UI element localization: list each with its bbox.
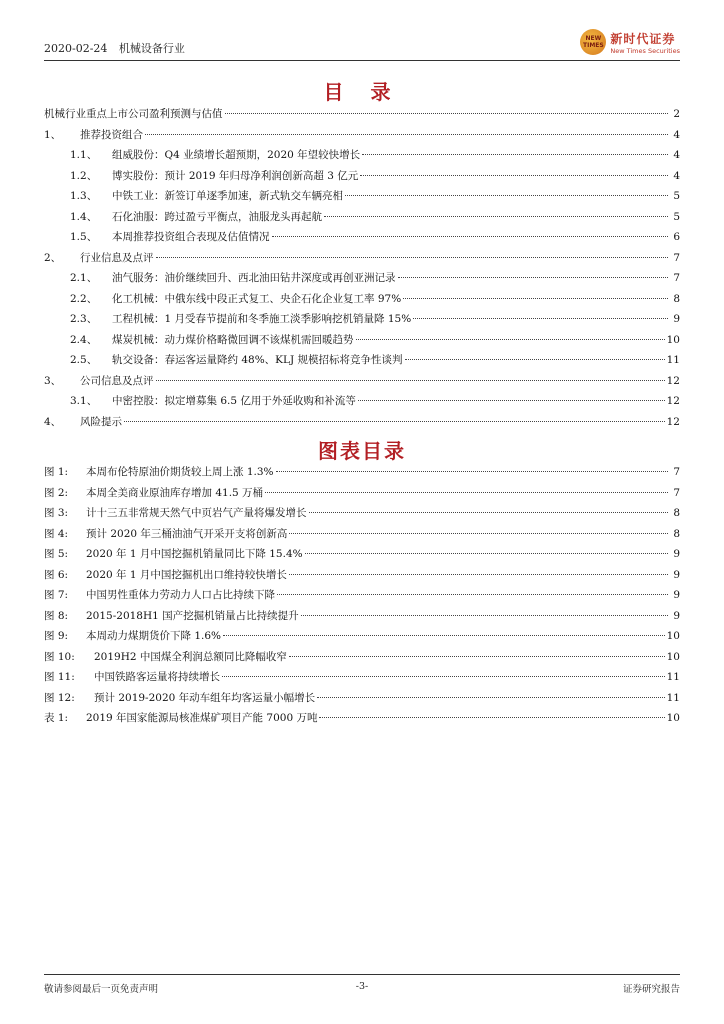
entry-page: 9 <box>673 609 680 622</box>
entry-page: 12 <box>666 374 680 387</box>
entry-number: 2.1、 <box>70 272 98 284</box>
toc-entry[interactable] <box>44 628 680 649</box>
toc-entry[interactable] <box>44 209 680 230</box>
toc-entry[interactable] <box>44 546 680 567</box>
entry-number: 图 3: <box>44 507 69 519</box>
dot-leader <box>309 512 669 513</box>
entry-label[interactable]: 本周推荐投资组合表现及估值情况 <box>112 231 270 243</box>
toc-entry[interactable] <box>44 587 680 608</box>
dot-leader <box>145 134 668 135</box>
entry-label[interactable]: 风险提示 <box>80 415 122 428</box>
entry-page: 6 <box>673 231 680 243</box>
entry-number: 图 10: <box>44 650 75 663</box>
dot-leader <box>305 553 668 554</box>
entry-number: 1.1、 <box>70 149 98 161</box>
entry-number: 1.5、 <box>70 231 98 243</box>
table-of-contents <box>44 106 680 434</box>
entry-number: 图 8: <box>44 609 69 622</box>
entry-number: 图 1: <box>44 466 69 478</box>
entry-page: 11 <box>666 671 680 683</box>
entry-label[interactable]: 本周动力煤期货价下降 1.6% <box>86 630 222 642</box>
entry-label[interactable]: 机械行业重点上市公司盈利预测与估值 <box>44 108 223 120</box>
entry-label[interactable]: 博实股份：预计 2019 年归母净利润创新高超 3 亿元 <box>112 169 359 182</box>
entry-page: 10 <box>666 333 680 346</box>
entry-label[interactable]: 中密控股：拟定增募集 6.5 亿用于外延收购和补流等 <box>112 395 356 407</box>
industry-name: 机械设备行业 <box>118 42 185 55</box>
toc-entry[interactable] <box>44 352 680 373</box>
dot-leader <box>289 574 668 575</box>
entry-page: 7 <box>673 486 680 499</box>
dot-leader <box>324 216 668 217</box>
entry-number: 2.3、 <box>70 313 98 325</box>
entry-page: 9 <box>673 568 680 581</box>
entry-number: 2.2、 <box>70 292 98 305</box>
dot-leader <box>289 656 665 657</box>
entry-page: 10 <box>666 712 680 724</box>
logo-english-name: New Times Securities <box>610 46 680 55</box>
dot-leader <box>272 236 669 237</box>
toc-entry[interactable] <box>44 393 680 414</box>
dot-leader <box>301 615 668 616</box>
entry-page: 9 <box>673 589 680 601</box>
entry-page: 8 <box>673 527 680 540</box>
entry-number: 图 11: <box>44 671 75 683</box>
dot-leader <box>277 594 668 595</box>
toc-entry[interactable] <box>44 505 680 526</box>
entry-label[interactable]: 2020 年 1 月中国挖掘机销量同比下降 15.4% <box>86 548 303 560</box>
logo-mark-icon: NEW TIMES <box>580 29 606 55</box>
entry-label[interactable]: 中铁工业：新签订单逐季加速，新式轨交车辆亮相 <box>112 190 343 202</box>
toc-entry[interactable] <box>44 669 680 690</box>
report-date: 2020-02-24 <box>44 42 108 55</box>
entry-number: 3.1、 <box>70 395 98 407</box>
dot-leader <box>405 359 665 360</box>
entry-number: 图 4: <box>44 527 69 540</box>
entry-page: 4 <box>673 169 680 182</box>
entry-number: 1.4、 <box>70 210 98 223</box>
dot-leader <box>124 421 665 422</box>
dot-leader <box>222 676 665 677</box>
toc-entry[interactable] <box>44 373 680 394</box>
toc-entry[interactable] <box>44 229 680 250</box>
toc-entry[interactable] <box>44 106 680 127</box>
toc-entry[interactable] <box>44 147 680 168</box>
entry-number: 4、 <box>44 415 62 428</box>
toc-entry[interactable] <box>44 690 680 711</box>
entry-page: 4 <box>673 128 680 141</box>
entry-page: 11 <box>666 354 680 366</box>
entry-page: 9 <box>673 548 680 560</box>
entry-number: 2.5、 <box>70 354 98 366</box>
entry-number: 2.4、 <box>70 333 98 346</box>
dot-leader <box>345 195 668 196</box>
entry-label[interactable]: 煤炭机械：动力煤价格略微回调不该煤机需回暖趋势 <box>112 333 354 346</box>
entry-label[interactable]: 2019H2 中国煤全利润总额同比降幅收窄 <box>94 650 287 663</box>
toc-entry[interactable] <box>44 649 680 670</box>
entry-label[interactable]: 推荐投资组合 <box>80 128 143 141</box>
dot-leader <box>358 400 665 401</box>
entry-label[interactable]: 轨交设备：春运客运量降约 48%、KLJ 规模招标将竞争性谈判 <box>112 354 403 366</box>
dot-leader <box>156 380 665 381</box>
toc-entry[interactable] <box>44 464 680 485</box>
entry-label[interactable]: 石化油服：跨过盈亏平衡点，油服龙头再起航 <box>112 210 322 223</box>
toc-entry[interactable] <box>44 567 680 588</box>
dot-leader <box>317 697 664 698</box>
toc-entry[interactable] <box>44 608 680 629</box>
dot-leader <box>289 533 668 534</box>
entry-label[interactable]: 油气服务：油价继续回升、西北油田钻井深度或再创亚洲记录 <box>112 272 396 284</box>
entry-label[interactable]: 2020 年 1 月中国挖掘机出口维持较快增长 <box>86 568 287 581</box>
entry-label[interactable]: 计十三五非常规天然气中页岩气产量将爆发增长 <box>86 507 307 519</box>
entry-number: 图 5: <box>44 548 69 560</box>
entry-page: 10 <box>666 630 680 642</box>
entry-label[interactable]: 本周全美商业原油库存增加 41.5 万桶 <box>86 486 264 499</box>
toc-entry[interactable] <box>44 270 680 291</box>
toc-entry[interactable] <box>44 127 680 148</box>
entry-page: 12 <box>666 395 680 407</box>
entry-number: 2、 <box>44 251 62 264</box>
entry-label[interactable]: 中国铁路客运量将持续增长 <box>94 671 220 683</box>
entry-page: 5 <box>673 190 680 202</box>
dot-leader <box>265 492 668 493</box>
entry-label[interactable]: 公司信息及点评 <box>80 374 154 387</box>
dot-leader <box>223 635 665 636</box>
entry-label[interactable]: 行业信息及点评 <box>80 251 154 264</box>
entry-number: 图 6: <box>44 568 69 581</box>
entry-label[interactable]: 本周布伦特原油价期货较上周上涨 1.3% <box>86 466 274 478</box>
entry-number: 1、 <box>44 128 62 141</box>
entry-label[interactable]: 组威股份：Q4 业绩增长超预期，2020 年望较快增长 <box>112 149 361 161</box>
document-type: 证券研究报告 <box>622 984 680 995</box>
entry-page: 7 <box>673 272 680 284</box>
entry-label[interactable]: 化工机械：中俄东线中段正式复工、央企石化企业复工率 97% <box>112 292 402 305</box>
entry-number: 图 2: <box>44 486 69 499</box>
entry-number: 3、 <box>44 374 62 387</box>
entry-page: 7 <box>673 251 680 264</box>
entry-number: 图 9: <box>44 630 69 642</box>
toc-entry[interactable] <box>44 414 680 435</box>
table-list <box>44 710 680 731</box>
entry-number: 1.3、 <box>70 190 98 202</box>
dot-leader <box>356 339 665 340</box>
figure-list <box>44 464 680 710</box>
entry-page: 5 <box>673 210 680 223</box>
page-header <box>44 28 680 61</box>
entry-label[interactable]: 预计 2020 年三桶油油气开采开支将创新高 <box>86 527 288 540</box>
toc-entry[interactable] <box>44 332 680 353</box>
entry-page: 8 <box>673 292 680 305</box>
dot-leader <box>398 277 669 278</box>
dot-leader <box>276 471 668 472</box>
entry-page: 4 <box>673 149 680 161</box>
dot-leader <box>156 257 669 258</box>
entry-page: 12 <box>666 415 680 428</box>
entry-label[interactable]: 中国男性重体力劳动力人口占比持续下降 <box>86 589 275 601</box>
entry-page: 9 <box>673 313 680 325</box>
dot-leader <box>319 717 664 718</box>
entry-label[interactable]: 工程机械：1 月受春节提前和冬季施工淡季影响挖机销量降 15% <box>112 313 412 325</box>
entry-page: 8 <box>673 507 680 519</box>
toc-entry[interactable] <box>44 710 680 731</box>
company-logo <box>580 28 680 56</box>
dot-leader <box>360 175 668 176</box>
toc-entry[interactable] <box>44 311 680 332</box>
entry-label[interactable]: 预计 2019-2020 年动车组年均客运量小幅增长 <box>94 691 316 704</box>
header-info <box>44 40 185 56</box>
dot-leader <box>225 113 669 114</box>
entry-number: 图 7: <box>44 589 69 601</box>
toc-entry[interactable] <box>44 291 680 312</box>
toc-entry[interactable] <box>44 485 680 506</box>
entry-page: 7 <box>673 466 680 478</box>
dot-leader <box>362 154 668 155</box>
entry-page: 11 <box>666 691 680 704</box>
toc-title: 目 录 <box>323 80 401 104</box>
dot-leader <box>413 318 668 319</box>
entry-label[interactable]: 2015-2018H1 国产挖掘机销量占比持续提升 <box>86 609 299 622</box>
page-footer <box>44 974 680 995</box>
disclaimer-note: 敬请参阅最后一页免责声明 <box>44 984 159 995</box>
dot-leader <box>403 298 668 299</box>
entry-label[interactable]: 2019 年国家能源局核准煤矿项目产能 7000 万吨 <box>86 712 318 724</box>
entry-page: 10 <box>666 650 680 663</box>
toc-entry[interactable] <box>44 188 680 209</box>
entry-number: 图 12: <box>44 691 75 704</box>
toc-entry[interactable] <box>44 250 680 271</box>
toc-entry[interactable] <box>44 526 680 547</box>
page-number: -3- <box>355 981 369 992</box>
entry-number: 1.2、 <box>70 169 98 182</box>
entry-page: 2 <box>673 108 680 120</box>
toc-entry[interactable] <box>44 168 680 189</box>
entry-number: 表 1: <box>44 712 69 724</box>
figures-title: 图表目录 <box>318 439 406 463</box>
logo-chinese-name: 新时代证券 <box>610 31 676 46</box>
